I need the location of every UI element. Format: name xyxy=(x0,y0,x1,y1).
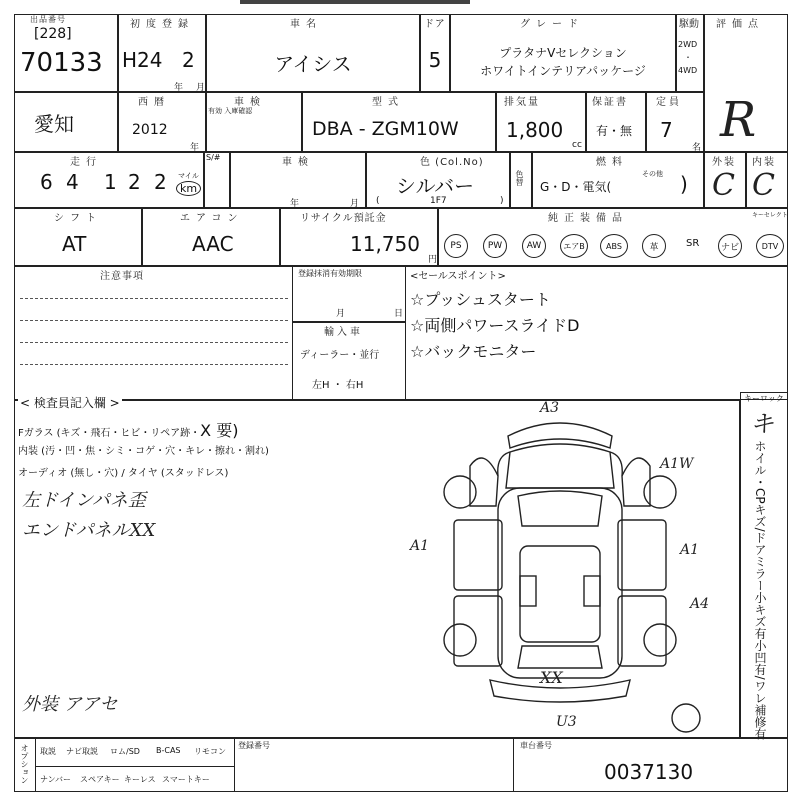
diagram-mark-a1-left: A1 xyxy=(410,538,430,554)
sales-point-3: ☆バックモニター xyxy=(410,342,537,361)
opt-manual: 取説 xyxy=(40,747,56,756)
title-strip xyxy=(240,0,470,4)
grade-label: グレード xyxy=(520,19,584,30)
score-value: R xyxy=(720,92,757,148)
drive-2wd: 2WD xyxy=(678,40,698,49)
displacement-value: 1,800 xyxy=(506,118,564,142)
color-label: 色 (Col.No) xyxy=(420,157,484,168)
equipment-airbag: エアB xyxy=(560,234,588,258)
inspection-note: 有効 入庫確認 xyxy=(208,107,253,115)
chassis-label: 車台番号 xyxy=(520,741,552,750)
car-diagram xyxy=(400,396,740,736)
warranty-value: 有・無 xyxy=(596,124,633,138)
reg-expiry-label: 登録抹消有効期限 xyxy=(298,269,362,278)
displacement-label: 排気量 xyxy=(504,97,540,108)
sales-point-1: ☆プッシュスタート xyxy=(410,290,551,309)
sw-label: S/# xyxy=(206,153,221,162)
inspector-handnote-3: 外装 アアセ xyxy=(22,694,118,715)
recycle-value: 11,750 xyxy=(350,232,420,256)
equipment-leather: 革 xyxy=(642,234,666,258)
fuel-label: 燃料 xyxy=(596,157,628,168)
diagram-mark-a3: A3 xyxy=(540,400,560,416)
sales-point-2: ☆両側パワースライドD xyxy=(410,316,580,335)
model-year-label: 西暦 xyxy=(138,97,170,108)
equipment-ps: PS xyxy=(444,234,468,258)
opt-smart-key: スマートキー xyxy=(162,775,210,784)
opt-number: ナンバー xyxy=(40,775,72,784)
sales-points-label: <セールスポイント> xyxy=(410,271,506,282)
mileage-digit-2: 4 xyxy=(66,170,79,194)
opt-keyless: キーレス xyxy=(124,775,156,784)
year-unit: 年 xyxy=(174,83,184,93)
first-reg-label: 初度登録 xyxy=(130,19,194,30)
color-code: 1F7 xyxy=(430,196,447,206)
lot-number: 70133 xyxy=(20,48,103,78)
inspector-title: < 検査員記入欄 > xyxy=(20,396,120,410)
mileage-digit-1: 6 xyxy=(40,170,53,194)
inspection-label: 車検 xyxy=(234,97,266,108)
region-value: 愛知 xyxy=(34,112,74,136)
fuel-options: G・D・電気( xyxy=(540,180,612,194)
ac-value: AAC xyxy=(192,232,234,256)
interior-value: C xyxy=(752,168,775,203)
mileage-digit-5: 2 xyxy=(154,170,167,194)
cc-unit: cc xyxy=(572,140,582,150)
warranty-label: 保証書 xyxy=(592,97,628,108)
inspection-month-unit: 月 xyxy=(350,199,360,209)
opt-remote: リモコン xyxy=(194,747,226,756)
opt-rom-sd: ロム/SD xyxy=(110,747,140,756)
caution-label: 注意事項 xyxy=(100,271,144,282)
drive-dot: ・ xyxy=(684,53,692,62)
exterior-label: 外装 xyxy=(712,157,736,168)
inspection-date-label: 車検 xyxy=(282,157,314,168)
opt-spare-key: スペアキー xyxy=(80,775,120,784)
color-change-label: 色替 xyxy=(515,170,524,186)
doors-value: 5 xyxy=(428,48,442,72)
color-code-suffix: ) xyxy=(500,196,504,206)
month-unit: 月 xyxy=(196,83,206,93)
option-label: オプション xyxy=(20,744,29,784)
inspector-line-2: 内装 (汚・凹・焦・シミ・コゲ・穴・キレ・擦れ・割れ) xyxy=(18,446,269,457)
shift-label: シフト xyxy=(54,213,102,224)
equipment-pw: PW xyxy=(483,234,507,258)
doors-label: ドア xyxy=(424,19,446,30)
diagram-mark-u3: U3 xyxy=(556,714,577,730)
opt-bcas: B-CAS xyxy=(156,746,181,755)
ac-label: エアコン xyxy=(180,213,244,224)
caution-line-4 xyxy=(20,364,288,366)
fuel-close: ) xyxy=(680,172,688,196)
capacity-label: 定員 xyxy=(656,97,682,108)
equipment-sr: SR xyxy=(686,238,700,249)
fuel-other: その他 xyxy=(642,170,663,178)
recycle-yen: 円 xyxy=(428,255,438,265)
option-divider xyxy=(36,766,234,767)
mileage-unit-mile: マイル xyxy=(178,172,199,180)
capacity-value: 7 xyxy=(660,118,673,142)
import-dealer: ディーラー・並行 xyxy=(300,350,380,361)
model-year: 2012 xyxy=(132,122,168,138)
key-select-label: キーセレクト xyxy=(752,212,788,219)
equipment-navi: ナビ xyxy=(718,234,742,258)
equipment-dtv: DTV xyxy=(756,234,784,258)
first-reg-month: 2 xyxy=(182,48,195,72)
reg-no-cell xyxy=(234,738,514,792)
chassis-number: 0037130 xyxy=(604,760,694,784)
mileage-label: 走行 xyxy=(70,157,102,168)
model-label: 型式 xyxy=(372,97,404,108)
capacity-unit: 名 xyxy=(692,143,702,153)
caution-line-1 xyxy=(20,298,288,300)
diagram-mark-a1-right: A1 xyxy=(680,542,700,558)
score-label: 評価点 xyxy=(716,19,764,30)
diagram-mark-a1w: A1W xyxy=(660,456,694,472)
inspector-handnote-1: 左ドインパネ歪 xyxy=(22,490,146,511)
reg-expiry-month: 月 xyxy=(336,309,346,319)
drive-4wd: 4WD xyxy=(678,66,698,75)
model-value: DBA - ZGM10W xyxy=(312,118,459,140)
inspector-handnote-2: エンドパネルXX xyxy=(22,520,156,541)
lot-code: [228] xyxy=(34,26,72,42)
equipment-aw: AW xyxy=(522,234,546,258)
caution-line-2 xyxy=(20,320,288,322)
drive-label: 駆動 xyxy=(679,19,699,30)
grade-line-1: プラタナVセレクション xyxy=(499,46,627,60)
mileage-digit-3: 1 xyxy=(104,170,117,194)
equipment-label: 純正装備品 xyxy=(548,213,628,224)
inspector-line-3: オーディオ (無し・穴) / タイヤ (スタッドレス) xyxy=(18,468,229,479)
shift-value: AT xyxy=(62,232,87,256)
inspection-year-unit: 年 xyxy=(290,199,300,209)
key-lock-remarks: ホイル・CPキズ/ドアミラー小キズ有小凹有/ワレ補修有 xyxy=(753,440,767,740)
car-name: アイシス xyxy=(274,52,352,76)
lot-label: 出品番号 xyxy=(30,15,66,24)
mileage-digit-4: 2 xyxy=(128,170,141,194)
import-label: 輸入車 xyxy=(324,327,363,338)
inspector-line-1 xyxy=(18,418,238,441)
equipment-abs: ABS xyxy=(600,234,628,258)
interior-label: 内装 xyxy=(752,157,776,168)
color-value: シルバー xyxy=(396,174,475,198)
inspector-line-1-mark: X 要) xyxy=(200,421,239,440)
grade-line-2: ホワイトインテリアパッケージ xyxy=(480,64,646,78)
diagram-mark-a4: A4 xyxy=(690,596,710,612)
reg-expiry-day: 日 xyxy=(394,309,404,319)
exterior-value: C xyxy=(712,168,735,203)
color-code-prefix: ( xyxy=(376,196,380,206)
key-lock-mark: キ xyxy=(750,410,774,438)
import-handle: 左H ・ 右H xyxy=(312,380,364,391)
key-lock-label: キーロック xyxy=(744,394,784,403)
recycle-label: リサイクル預託金 xyxy=(300,213,387,224)
car-name-label: 車名 xyxy=(290,19,322,30)
first-reg-era: H24 xyxy=(122,48,163,72)
diagram-mark-xx: XX xyxy=(540,668,563,687)
opt-navi-manual: ナビ取説 xyxy=(66,747,98,756)
caution-line-3 xyxy=(20,342,288,344)
reg-no-label: 登録番号 xyxy=(238,741,270,750)
inspector-line-1-text: Fガラス (キズ・飛石・ヒビ・リペア跡・ xyxy=(18,428,201,439)
mileage-unit-km: km xyxy=(176,181,201,196)
model-year-unit: 年 xyxy=(190,143,200,153)
